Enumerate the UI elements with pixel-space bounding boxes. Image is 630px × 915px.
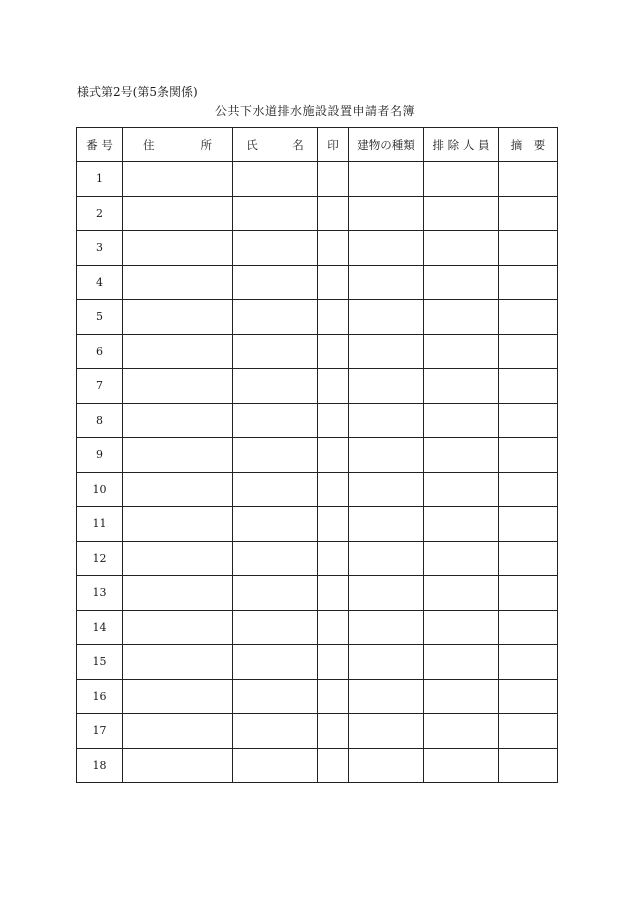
building-type-cell: [349, 748, 424, 783]
seal-cell: [318, 369, 349, 404]
building-type-cell: [349, 507, 424, 542]
seal-cell: [318, 714, 349, 749]
address-cell: [123, 231, 233, 266]
name-cell: [233, 714, 318, 749]
discharge-persons-cell: [424, 472, 499, 507]
seal-cell: [318, 403, 349, 438]
remarks-cell: [499, 369, 558, 404]
applicant-register-table: [76, 127, 558, 783]
building-type-cell: [349, 472, 424, 507]
remarks-cell: [499, 403, 558, 438]
discharge-persons-cell: [424, 369, 499, 404]
table-row: [77, 472, 558, 507]
address-cell: [123, 438, 233, 473]
building-type-cell: [349, 645, 424, 680]
remarks-cell: [499, 231, 558, 266]
name-cell: [233, 403, 318, 438]
building-type-cell: [349, 576, 424, 611]
building-type-cell: [349, 610, 424, 645]
discharge-persons-cell: [424, 679, 499, 714]
row-number: 4: [77, 265, 123, 300]
table-row: [77, 714, 558, 749]
building-type-cell: [349, 334, 424, 369]
name-cell: [233, 679, 318, 714]
table-row: [77, 231, 558, 266]
discharge-persons-cell: [424, 196, 499, 231]
remarks-cell: [499, 438, 558, 473]
table-row: [77, 679, 558, 714]
name-cell: [233, 369, 318, 404]
address-cell: [123, 645, 233, 680]
row-number: 13: [77, 576, 123, 611]
discharge-persons-cell: [424, 748, 499, 783]
address-cell: [123, 300, 233, 335]
address-cell: [123, 196, 233, 231]
remarks-cell: [499, 679, 558, 714]
discharge-persons-cell: [424, 231, 499, 266]
name-cell: [233, 300, 318, 335]
seal-cell: [318, 196, 349, 231]
table-row: [77, 541, 558, 576]
address-cell: [123, 507, 233, 542]
remarks-cell: [499, 714, 558, 749]
discharge-persons-cell: [424, 576, 499, 611]
seal-cell: [318, 679, 349, 714]
seal-cell: [318, 231, 349, 266]
row-number: 12: [77, 541, 123, 576]
register-body: [77, 162, 558, 783]
table-row: [77, 265, 558, 300]
header-number: 番 号: [77, 128, 123, 162]
name-cell: [233, 541, 318, 576]
row-number: 11: [77, 507, 123, 542]
header-remarks: 摘 要: [499, 128, 558, 162]
seal-cell: [318, 507, 349, 542]
seal-cell: [318, 265, 349, 300]
row-number: 1: [77, 162, 123, 197]
remarks-cell: [499, 576, 558, 611]
discharge-persons-cell: [424, 610, 499, 645]
seal-cell: [318, 541, 349, 576]
header-address: 住 所: [123, 128, 233, 162]
header-name: 氏 名: [233, 128, 318, 162]
building-type-cell: [349, 403, 424, 438]
remarks-cell: [499, 541, 558, 576]
name-cell: [233, 472, 318, 507]
name-cell: [233, 507, 318, 542]
table-row: [77, 334, 558, 369]
remarks-cell: [499, 334, 558, 369]
table-row: [77, 438, 558, 473]
form-number-label: 様式第2号(第5条関係): [77, 85, 198, 99]
remarks-cell: [499, 162, 558, 197]
name-cell: [233, 438, 318, 473]
address-cell: [123, 162, 233, 197]
row-number: 7: [77, 369, 123, 404]
building-type-cell: [349, 438, 424, 473]
discharge-persons-cell: [424, 162, 499, 197]
table-row: [77, 748, 558, 783]
table-row: [77, 403, 558, 438]
row-number: 10: [77, 472, 123, 507]
row-number: 14: [77, 610, 123, 645]
table-row: [77, 196, 558, 231]
building-type-cell: [349, 679, 424, 714]
table-row: [77, 162, 558, 197]
remarks-cell: [499, 300, 558, 335]
address-cell: [123, 679, 233, 714]
header-row: [77, 128, 558, 162]
name-cell: [233, 576, 318, 611]
row-number: 5: [77, 300, 123, 335]
name-cell: [233, 610, 318, 645]
discharge-persons-cell: [424, 507, 499, 542]
row-number: 16: [77, 679, 123, 714]
name-cell: [233, 196, 318, 231]
address-cell: [123, 265, 233, 300]
row-number: 18: [77, 748, 123, 783]
seal-cell: [318, 576, 349, 611]
name-cell: [233, 748, 318, 783]
header-discharge-persons: 排 除 人 員: [424, 128, 499, 162]
address-cell: [123, 369, 233, 404]
row-number: 9: [77, 438, 123, 473]
discharge-persons-cell: [424, 541, 499, 576]
name-cell: [233, 265, 318, 300]
table-row: [77, 300, 558, 335]
row-number: 15: [77, 645, 123, 680]
remarks-cell: [499, 507, 558, 542]
seal-cell: [318, 162, 349, 197]
name-cell: [233, 645, 318, 680]
header-seal: 印: [318, 128, 349, 162]
seal-cell: [318, 645, 349, 680]
building-type-cell: [349, 231, 424, 266]
building-type-cell: [349, 300, 424, 335]
remarks-cell: [499, 265, 558, 300]
row-number: 8: [77, 403, 123, 438]
discharge-persons-cell: [424, 265, 499, 300]
discharge-persons-cell: [424, 300, 499, 335]
name-cell: [233, 334, 318, 369]
seal-cell: [318, 610, 349, 645]
table-row: [77, 369, 558, 404]
seal-cell: [318, 438, 349, 473]
address-cell: [123, 541, 233, 576]
discharge-persons-cell: [424, 438, 499, 473]
header-building-type: 建物の種類: [349, 128, 424, 162]
table-row: [77, 645, 558, 680]
building-type-cell: [349, 714, 424, 749]
seal-cell: [318, 300, 349, 335]
address-cell: [123, 472, 233, 507]
name-cell: [233, 162, 318, 197]
building-type-cell: [349, 265, 424, 300]
address-cell: [123, 403, 233, 438]
name-cell: [233, 231, 318, 266]
remarks-cell: [499, 610, 558, 645]
building-type-cell: [349, 541, 424, 576]
row-number: 3: [77, 231, 123, 266]
remarks-cell: [499, 645, 558, 680]
document-title: 公共下水道排水施設設置申請者名簿: [214, 104, 415, 118]
discharge-persons-cell: [424, 714, 499, 749]
remarks-cell: [499, 748, 558, 783]
seal-cell: [318, 334, 349, 369]
row-number: 17: [77, 714, 123, 749]
remarks-cell: [499, 472, 558, 507]
table-row: [77, 610, 558, 645]
table-row: [77, 576, 558, 611]
building-type-cell: [349, 196, 424, 231]
address-cell: [123, 610, 233, 645]
address-cell: [123, 714, 233, 749]
row-number: 2: [77, 196, 123, 231]
building-type-cell: [349, 369, 424, 404]
remarks-cell: [499, 196, 558, 231]
address-cell: [123, 334, 233, 369]
table-row: [77, 507, 558, 542]
row-number: 6: [77, 334, 123, 369]
address-cell: [123, 576, 233, 611]
seal-cell: [318, 472, 349, 507]
discharge-persons-cell: [424, 334, 499, 369]
discharge-persons-cell: [424, 403, 499, 438]
address-cell: [123, 748, 233, 783]
building-type-cell: [349, 162, 424, 197]
seal-cell: [318, 748, 349, 783]
discharge-persons-cell: [424, 645, 499, 680]
